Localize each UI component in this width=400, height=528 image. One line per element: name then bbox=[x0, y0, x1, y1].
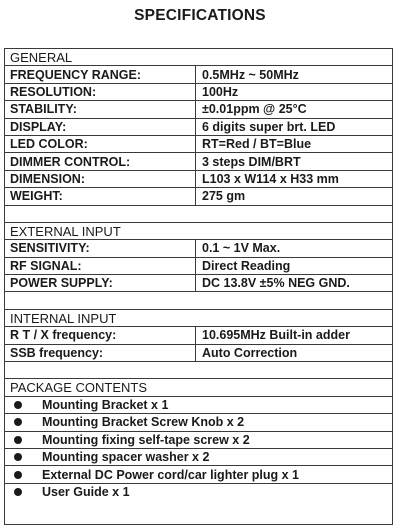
spec-row-rf-signal bbox=[5, 258, 392, 275]
spec-value: 275 gm bbox=[202, 189, 246, 204]
spec-value: 6 digits super brt. LED bbox=[202, 119, 336, 134]
spec-value: 100Hz bbox=[202, 84, 239, 99]
section-spacer bbox=[5, 362, 392, 379]
spec-row-display bbox=[5, 119, 392, 136]
spec-row-stability bbox=[5, 101, 392, 118]
spec-value: ±0.01ppm @ 25°C bbox=[202, 102, 307, 117]
section-heading-label: EXTERNAL INPUT bbox=[10, 223, 121, 239]
spec-row-dimmer-control bbox=[5, 153, 392, 170]
spec-value: 0.1 ~ 1V Max. bbox=[202, 241, 281, 256]
spec-label: DIMMER CONTROL: bbox=[5, 153, 196, 169]
section-package-contents bbox=[5, 379, 392, 501]
spec-row-rtx-frequency bbox=[5, 327, 392, 344]
section-heading-external-input bbox=[5, 223, 392, 240]
list-item-label: User Guide x 1 bbox=[42, 485, 130, 500]
spec-row-resolution bbox=[5, 84, 392, 101]
list-item-label: External DC Power cord/car lighter plug x 1 bbox=[42, 467, 300, 482]
specifications-table bbox=[4, 48, 393, 525]
spec-label: SSB frequency: bbox=[5, 345, 196, 361]
section-heading-label: INTERNAL INPUT bbox=[10, 310, 117, 326]
section-spacer bbox=[5, 206, 392, 223]
spec-value: L103 x W114 x H33 mm bbox=[202, 171, 339, 186]
spec-label: STABILITY: bbox=[5, 101, 196, 117]
list-item-label: Mounting spacer washer x 2 bbox=[42, 450, 210, 465]
spec-label: DIMENSION: bbox=[5, 171, 196, 187]
spec-value: 0.5MHz ~ 50MHz bbox=[202, 67, 299, 82]
page-title: SPECIFICATIONS bbox=[134, 7, 266, 24]
spec-value: RT=Red / BT=Blue bbox=[202, 137, 312, 152]
list-item bbox=[5, 449, 392, 466]
spec-label: LED COLOR: bbox=[5, 136, 196, 152]
spec-row-dimension bbox=[5, 171, 392, 188]
list-item-label: Mounting Bracket Screw Knob x 2 bbox=[42, 415, 245, 430]
spec-label: DISPLAY: bbox=[5, 119, 196, 135]
list-item bbox=[5, 397, 392, 414]
spec-value: Direct Reading bbox=[202, 258, 291, 273]
bullet-icon bbox=[14, 488, 22, 496]
spec-label: POWER SUPPLY: bbox=[5, 275, 196, 291]
section-heading-general bbox=[5, 49, 392, 66]
bullet-icon bbox=[14, 401, 22, 409]
spec-label: SENSITIVITY: bbox=[5, 240, 196, 256]
section-spacer bbox=[5, 292, 392, 309]
section-general bbox=[5, 49, 392, 223]
section-heading-package-contents bbox=[5, 379, 392, 396]
bullet-icon bbox=[14, 453, 22, 461]
spec-row-sensitivity bbox=[5, 240, 392, 257]
section-heading-label: PACKAGE CONTENTS bbox=[10, 380, 148, 396]
spec-row-frequency-range bbox=[5, 66, 392, 83]
section-external-input bbox=[5, 223, 392, 310]
list-item bbox=[5, 432, 392, 449]
section-internal-input bbox=[5, 310, 392, 380]
list-item bbox=[5, 414, 392, 431]
list-item-label: Mounting Bracket x 1 bbox=[42, 398, 169, 412]
spec-label: RF SIGNAL: bbox=[5, 258, 196, 274]
list-item bbox=[5, 484, 392, 501]
spec-row-ssb-frequency bbox=[5, 345, 392, 362]
bullet-icon bbox=[14, 436, 22, 444]
spec-row-power-supply bbox=[5, 275, 392, 292]
spec-value: 10.695MHz Built-in adder bbox=[202, 328, 350, 343]
spec-label: RESOLUTION: bbox=[5, 84, 196, 100]
list-item-label: Mounting fixing self-tape screw x 2 bbox=[42, 432, 250, 447]
list-item bbox=[5, 466, 392, 483]
spec-label: WEIGHT: bbox=[5, 188, 196, 204]
bullet-icon bbox=[14, 471, 22, 479]
spec-value: Auto Correction bbox=[202, 345, 298, 360]
section-heading-internal-input bbox=[5, 310, 392, 327]
bullet-icon bbox=[14, 418, 22, 426]
spec-value: 3 steps DIM/BRT bbox=[202, 154, 301, 169]
spec-label: FREQUENCY RANGE: bbox=[5, 66, 196, 82]
spec-row-led-color bbox=[5, 136, 392, 153]
spec-value: DC 13.8V ±5% NEG GND. bbox=[202, 276, 350, 291]
section-heading-label: GENERAL bbox=[10, 49, 73, 65]
spec-row-weight bbox=[5, 188, 392, 205]
spec-label: R T / X frequency: bbox=[5, 327, 196, 343]
